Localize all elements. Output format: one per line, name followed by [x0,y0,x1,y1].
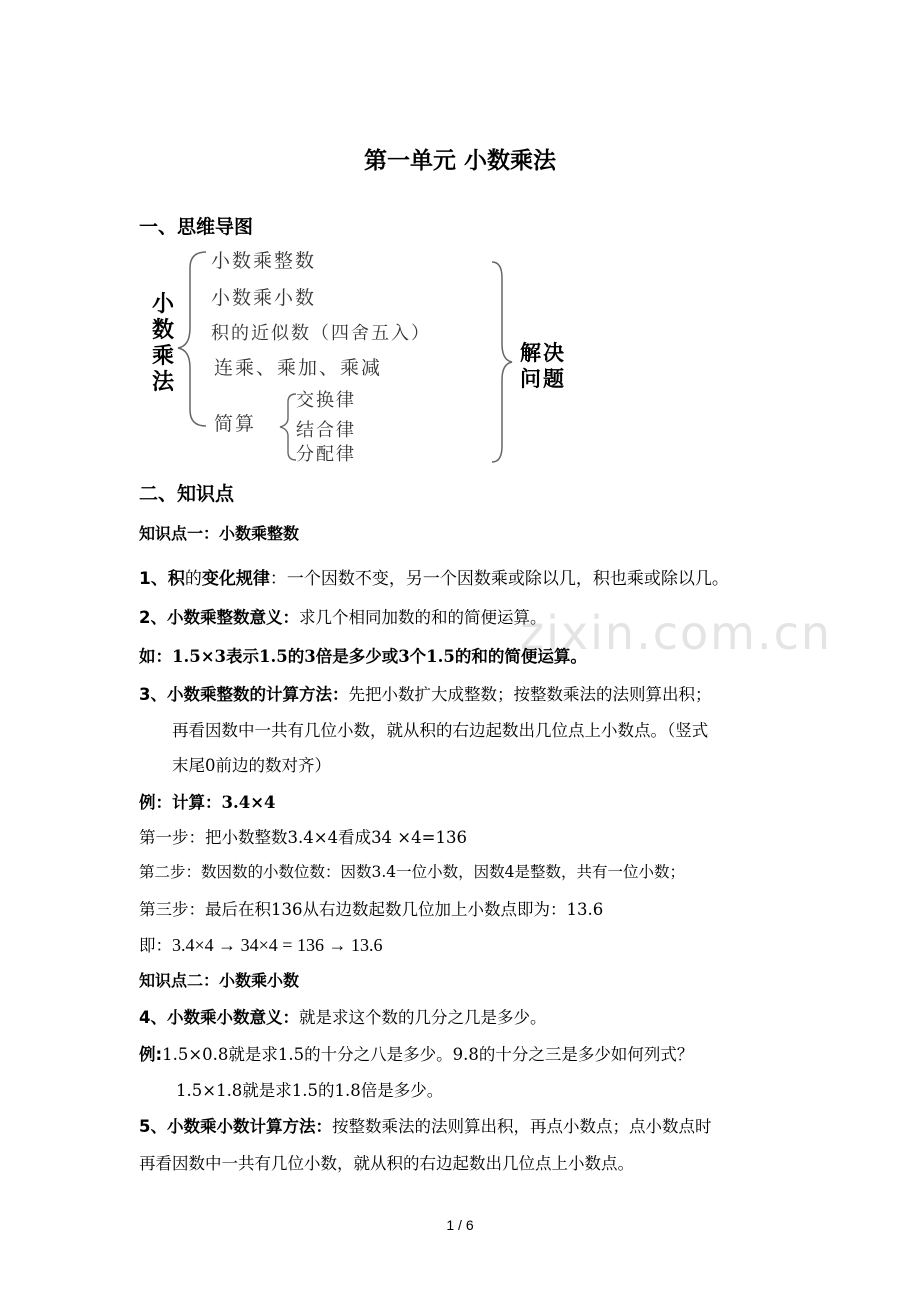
item-4-label: 4、小数乘小数意义： [139,1008,299,1027]
example-compute: 例：计算：3.4×4 [139,793,276,812]
mindmap-left-brace [176,250,216,430]
item-4-text: 就是求这个数的几分之几是多少。 [298,1008,547,1027]
item-1 [139,564,729,589]
example-4-label: 例: [139,1045,163,1064]
item-3-continued: 末尾0前边的数对齐） [172,756,331,775]
item-1-part: 积 [167,569,185,589]
item-3-continued: 再看因数中一共有几位小数，就从积的右边起数出几位点上小数点。（竖式 [172,721,709,740]
mindmap-branch: 简算 [214,413,257,435]
item-1-part: 的 [184,569,202,589]
mindmap-law: 结合律 [296,420,356,441]
mindmap-law: 分配律 [296,444,356,465]
mindmap-branch: 积的近似数（四舍五入） [211,323,431,344]
mindmap-result-line: 问题 [520,367,566,391]
step-1: 第一步：把小数整数3.4×4看成34 ×4=136 [139,828,467,847]
example-4-text: 1.5×0.8就是求1.5的十分之八是多少。9.8的十分之三是多少如何列式？ [162,1045,694,1064]
formula-line [139,932,382,956]
example-4-continued: 1.5×1.8就是求1.5的1.8倍是多少。 [176,1081,444,1100]
mindmap-branch: 连乘、乘加、乘减 [214,357,383,379]
mindmap-result [520,340,566,392]
mindmap-center-char: 法 [151,370,174,395]
page-number: 1 / 6 [446,1217,474,1233]
section-heading-knowledge: 二、知识点 [139,483,235,505]
mindmap-center-char: 数 [151,318,174,343]
mindmap-branch: 小数乘整数 [211,250,317,272]
example-line: 如：1.5×3表示1.5的3倍是多少或3个1.5的和的简便运算。 [139,647,587,666]
item-2-text: 求几个相同加数的和的简便运算。 [298,608,547,627]
watermark: zixin.com.cn [520,606,833,660]
example-4 [139,1041,693,1065]
item-3 [139,681,711,705]
mindmap-branch: 小数乘小数 [211,287,317,309]
knowledge-point-1-heading: 知识点一：小数乘整数 [139,524,300,543]
item-1-text: ：一个因数不变，另一个因数乘或除以几，积也乘或除以几。 [269,569,729,589]
item-3-label: 3、小数乘整数的计算方法： [139,685,349,704]
page-title: 第一单元 小数乘法 [363,148,556,174]
mindmap-center [148,292,178,396]
step-2: 第二步：数因数的小数位数：因数3.4一位小数，因数4是整数，共有一位小数； [139,863,686,881]
item-5 [139,1113,711,1137]
knowledge-point-2-heading: 知识点二：小数乘小数 [139,971,300,990]
item-2 [139,604,546,628]
step-3: 第三步：最后在积136从右边数起数几位加上小数点即为：13.6 [139,900,604,919]
item-2-label: 2、小数乘整数意义： [139,608,299,627]
item-1-part: 变化规律 [201,569,270,589]
mindmap-law: 交换律 [296,390,356,411]
item-3-text: 先把小数扩大成整数；按整数乘法的法则算出积； [348,685,712,704]
section-heading-mindmap: 一、思维导图 [139,216,254,238]
item-1-num: 1、 [139,569,168,589]
item-5-text: 按整数乘法的法则算出积，再点小数点；点小数点时 [331,1117,712,1136]
mindmap-right-brace [490,260,516,466]
mindmap-result-line: 解决 [520,341,566,365]
item-5-continued: 再看因数中一共有几位小数，就从积的右边起数出几位点上小数点。 [139,1154,634,1173]
item-5-label: 5、小数乘小数计算方法： [139,1117,332,1136]
formula-expression: 3.4×4 → 34×4 = 136 → 13.6 [172,935,383,955]
mindmap-center-char: 乘 [151,344,174,369]
mindmap-center-char: 小 [151,292,174,317]
formula-label: 即： [139,936,172,955]
item-4 [139,1004,546,1028]
